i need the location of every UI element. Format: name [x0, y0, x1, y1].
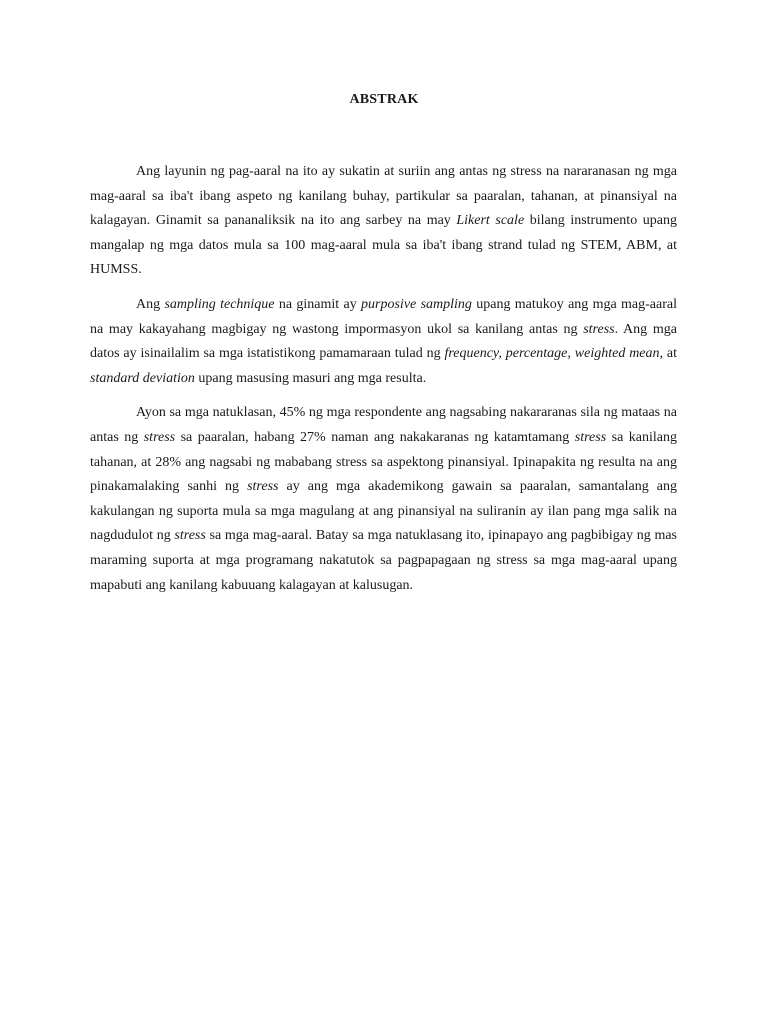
- text-run: ay ang mga akademikong gawain sa paaralan, samantalang ang kakulangan ng suporta mula sa mga magulang at ang pinansiyal na suliranin ay ilan pang mga salik na nagdudulot ng: [90, 479, 677, 544]
- italic-term: Likert scale: [456, 213, 525, 229]
- text-run: Ayon sa mga natuklasan, 45% ng mga respondente ang nagsabing nakararanas sila ng mataas na antas ng: [90, 405, 677, 445]
- text-run: upang masusing masuri ang mga resulta.: [194, 370, 427, 386]
- italic-term: purposive sampling: [361, 296, 472, 312]
- text-run: Ang: [136, 296, 165, 312]
- text-run: na ginamit ay: [274, 296, 362, 312]
- abstract-paragraph: [90, 293, 677, 391]
- abstract-paragraph: [90, 160, 677, 283]
- italic-term: standard deviation: [90, 370, 195, 386]
- italic-term: sampling technique: [164, 296, 275, 312]
- document-title: ABSTRAK: [349, 92, 419, 107]
- italic-term: stress: [574, 429, 607, 445]
- italic-term: stress: [247, 479, 279, 495]
- text-run: sa kanilang tahanan, at 28% ang nagsabi ng mababang stress sa aspektong pinansiyal. Ipinapakita ng resulta na ang pinakamalaking sanhi ng: [90, 429, 677, 495]
- text-run: upang matukoy ang mga mag-aaral na may kakayahang magbigay ng wastong impormasyon ukol sa kanilang antas ng: [90, 296, 677, 337]
- text-run: bilang instrumento upang mangalap ng mga datos mula sa 100 mag-aaral mula sa iba't ibang strand tulad ng STEM, ABM, at HUMSS.: [90, 213, 677, 278]
- italic-term: frequency, percentage, weighted mean: [444, 346, 660, 362]
- text-run: sa paaralan, habang 27% naman ang nakakaranas ng katamtamang: [175, 429, 575, 445]
- text-run: . Ang mga datos ay isinailalim sa mga istatistikong pamamaraan tulad ng: [90, 321, 677, 362]
- abstract-body: [90, 160, 677, 608]
- text-run: , at: [659, 346, 677, 362]
- abstract-paragraph: [90, 401, 677, 598]
- text-run: sa mga mag-aaral. Batay sa mga natuklasang ito, ipinapayo ang pagbibigay ng mas maraming suporta at mga programang nakatutok sa pagpapagaan ng stress sa mga mag-aaral upang mapabuti ang kanilang kabuuang kalagayan at kalusugan.: [90, 528, 677, 593]
- italic-term: stress: [583, 321, 615, 337]
- italic-term: stress: [143, 429, 176, 445]
- italic-term: stress: [174, 528, 206, 544]
- text-run: Ang layunin ng pag-aaral na ito ay sukatin at suriin ang antas ng stress na nararanasan ng mga mag-aaral sa iba't ibang aspeto ng kanilang buhay, partikular sa paaralan, tahanan, at pinansiyal na kalagayan. Ginamit sa pananaliksik na ito ang sarbey na may: [90, 164, 677, 229]
